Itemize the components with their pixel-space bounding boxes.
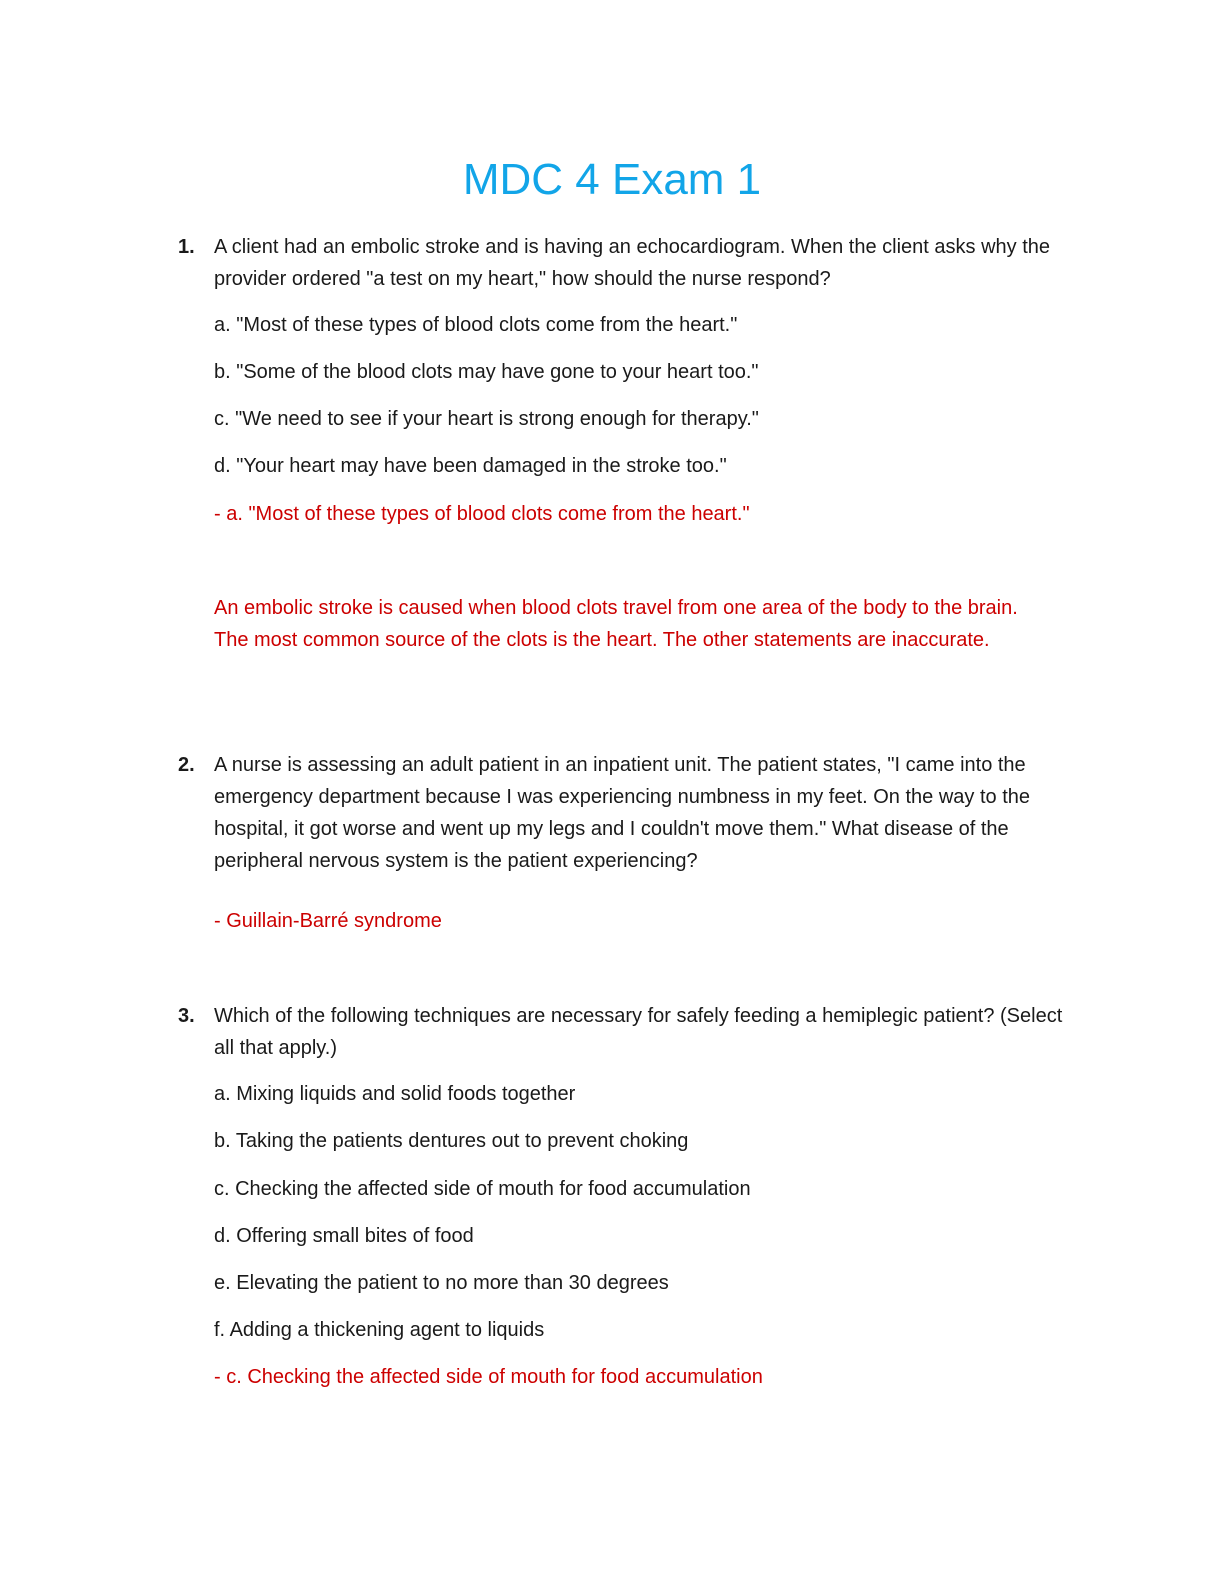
question-3-number: 3. [178,1005,195,1027]
page-title: MDC 4 Exam 1 [462,155,762,204]
question-3-answer: - c. Checking the affected side of mouth for food accumulation [214,1366,763,1388]
question-1-stem: A client had an embolic stroke and is having an echocardiogram. When the client asks why the provider ordered "a test on my heart," how should the nurse respond? [214,236,1051,290]
question-1-option-d: d. "Your heart may have been damaged in the stroke too." [214,455,727,477]
question-1-answer: - a. "Most of these types of blood clots come from the heart." [214,503,750,525]
question-1-number: 1. [178,236,195,258]
question-2-stem: A nurse is assessing an adult patient in an inpatient unit. The patient states, "I came into the emergency department because I was experiencing numbness in my feet. On the way to the hospital, it got worse and went up my legs and I couldn't move them." What disease of the peripheral nervous system is the patient experiencing? [214,754,1030,872]
question-3-option-b: b. Taking the patients dentures out to prevent choking [214,1130,689,1152]
question-3-option-c: c. Checking the affected side of mouth for food accumulation [214,1178,751,1200]
question-2-number: 2. [178,754,195,776]
question-3-option-f: f. Adding a thickening agent to liquids [214,1319,545,1341]
question-3-option-d: d. Offering small bites of food [214,1225,474,1247]
question-3-option-e: e. Elevating the patient to no more than 30 degrees [214,1272,669,1294]
question-1-rationale: An embolic stroke is caused when blood clots travel from one area of the body to the brain. The most common source of the clots is the heart. The other statements are inaccurate. [214,597,1018,651]
question-3-stem: Which of the following techniques are necessary for safely feeding a hemiplegic patient? (Select all that apply.) [214,1005,1063,1059]
question-3-option-a: a. Mixing liquids and solid foods together [214,1083,576,1105]
question-1-option-a: a. "Most of these types of blood clots come from the heart." [214,314,738,336]
question-2-answer: - Guillain-Barré syndrome [214,910,442,932]
question-1-option-c: c. "We need to see if your heart is strong enough for therapy." [214,408,759,430]
question-1-option-b: b. "Some of the blood clots may have gone to your heart too." [214,361,759,383]
